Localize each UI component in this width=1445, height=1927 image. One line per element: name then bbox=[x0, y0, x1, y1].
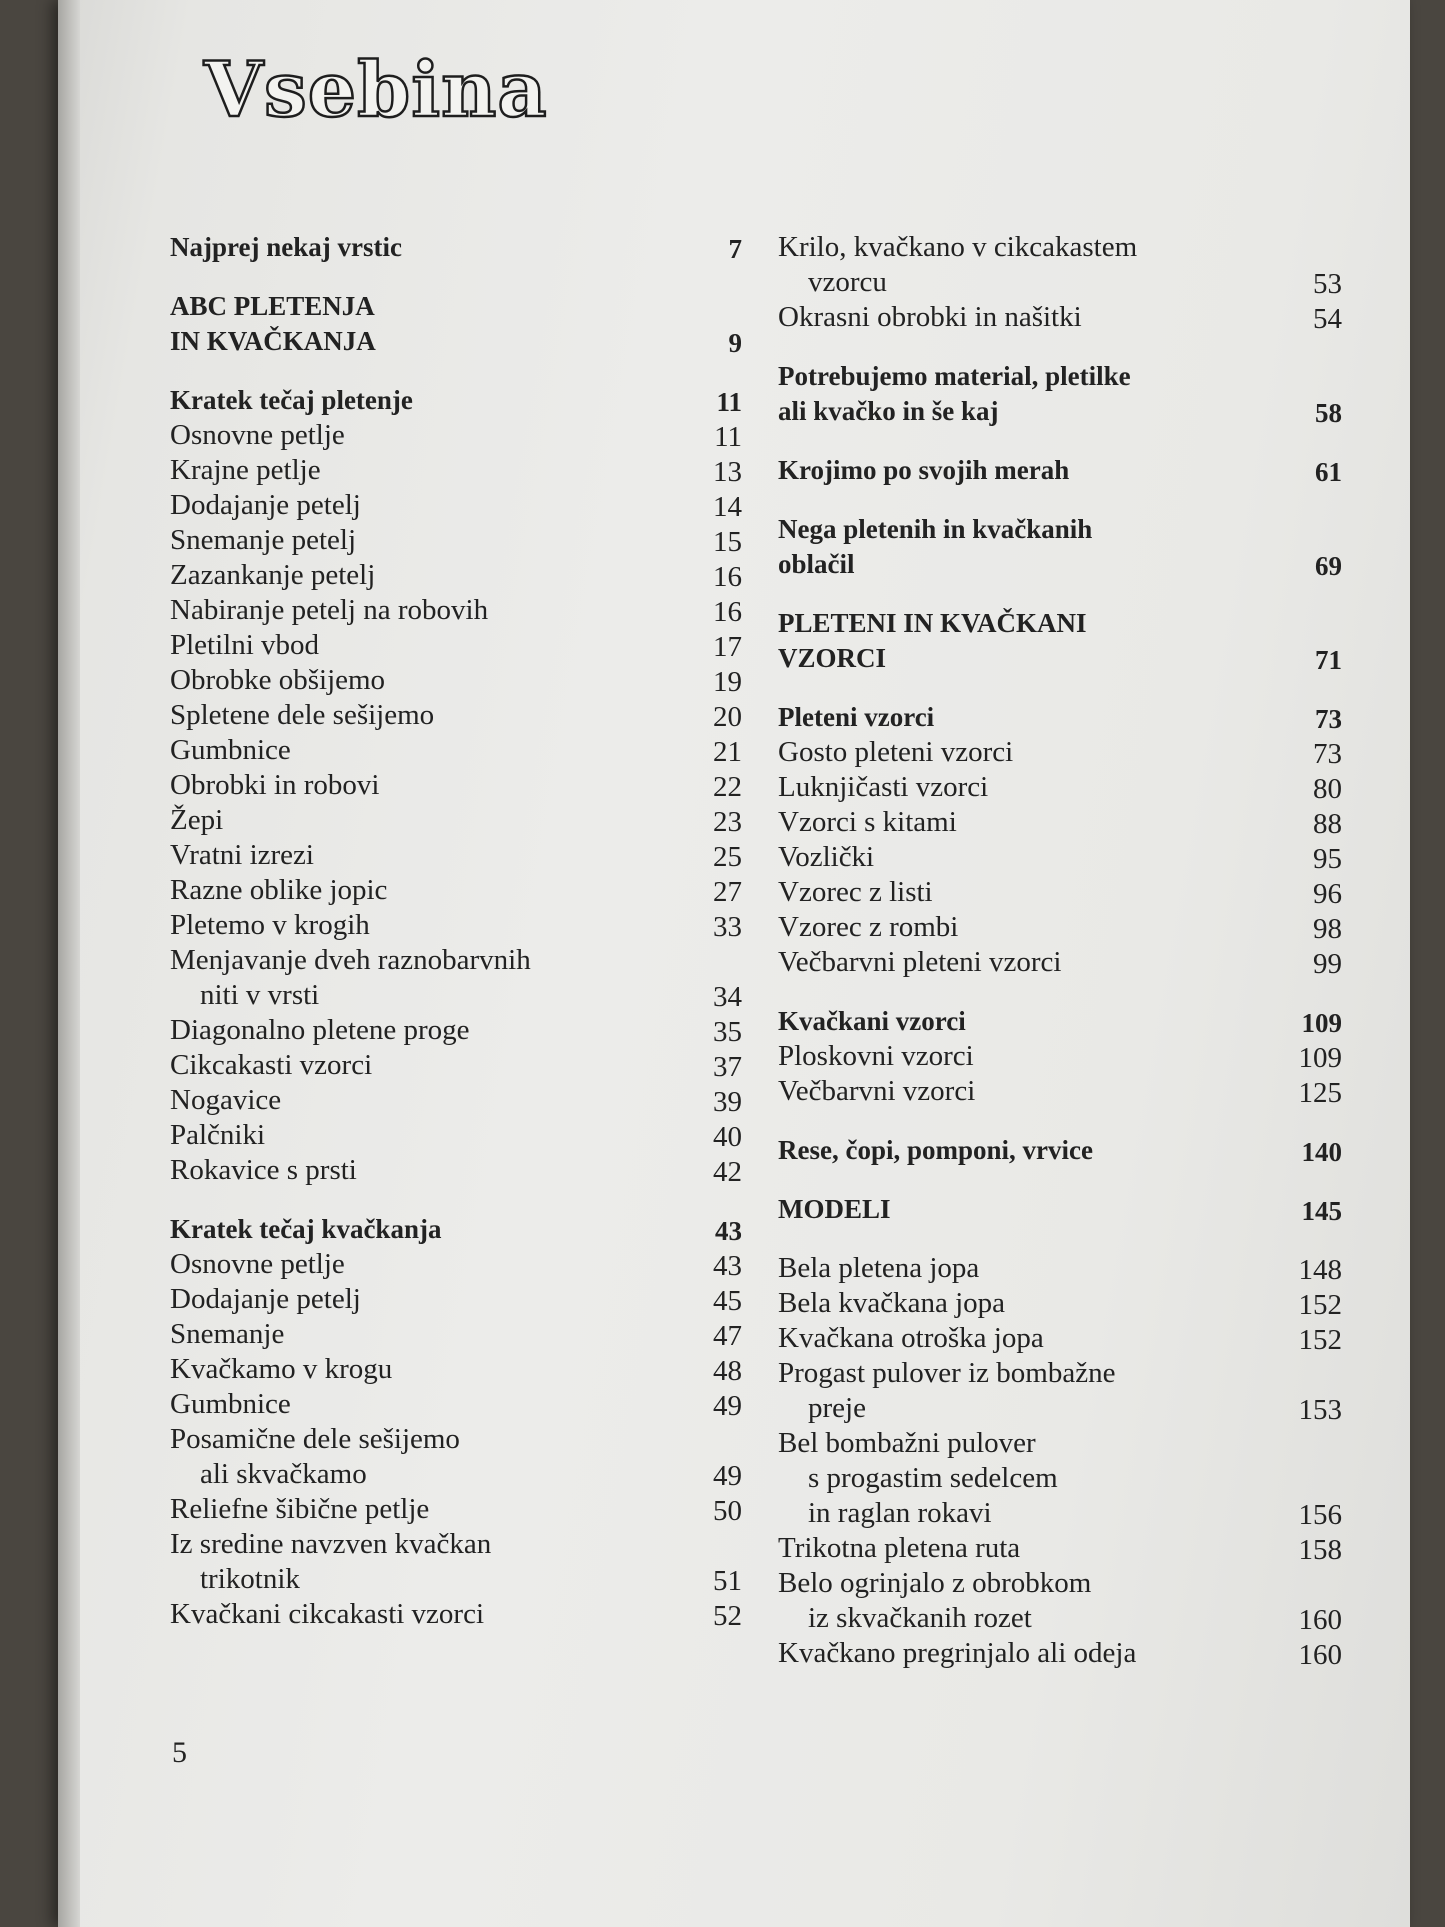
toc-entry-page: 45 bbox=[713, 1285, 742, 1317]
toc-entry bbox=[170, 1282, 742, 1317]
toc-entry-title: Nogavice bbox=[170, 1084, 282, 1116]
toc-entry bbox=[778, 875, 1342, 910]
toc-entry-title-continued: IN KVAČKANJA bbox=[170, 326, 376, 356]
toc-section-heading bbox=[778, 359, 1342, 429]
toc-entry-title-continued: s progastim sedelcem bbox=[808, 1462, 1058, 1494]
toc-entry bbox=[778, 230, 1342, 300]
toc-entry bbox=[170, 523, 742, 558]
toc-entry-title-continued: oblačil bbox=[778, 549, 855, 579]
toc-entry-page: 33 bbox=[713, 911, 742, 943]
toc-entry-title: Pleteni vzorci bbox=[778, 702, 935, 732]
toc-entry-title: Zazankanje petelj bbox=[170, 559, 376, 591]
section-gap bbox=[778, 582, 1342, 606]
toc-entry-title: Večbarvni pleteni vzorci bbox=[778, 946, 1062, 978]
toc-entry-title: Okrasni obrobki in našitki bbox=[778, 301, 1082, 333]
toc-entry-page: 148 bbox=[1298, 1254, 1342, 1286]
toc-entry bbox=[170, 1492, 742, 1527]
toc-entry-page: 35 bbox=[713, 1016, 742, 1048]
toc-entry-page: 43 bbox=[713, 1250, 742, 1282]
toc-section-heading bbox=[170, 383, 742, 418]
section-gap bbox=[170, 359, 742, 383]
toc-entry bbox=[778, 1321, 1342, 1356]
section-gap bbox=[778, 1168, 1342, 1192]
toc-entry-title: Nabiranje petelj na robovih bbox=[170, 594, 489, 626]
toc-entry-title: Dodajanje petelj bbox=[170, 1283, 361, 1315]
toc-entry bbox=[778, 770, 1342, 805]
toc-entry-title: Kratek tečaj kvačkanja bbox=[170, 1214, 442, 1244]
toc-entry bbox=[170, 1083, 742, 1118]
page-edge bbox=[58, 0, 80, 1927]
toc-entry-title: MODELI bbox=[778, 1194, 891, 1224]
toc-entry-page: 34 bbox=[713, 981, 742, 1013]
toc-entry bbox=[170, 593, 742, 628]
toc-entry-page: 22 bbox=[713, 771, 742, 803]
toc-entry-page: 95 bbox=[1313, 843, 1342, 875]
toc-entry-title: Bel bombažni pulover bbox=[778, 1427, 1036, 1459]
toc-entry-title-continued: ali kvačko in še kaj bbox=[778, 396, 999, 426]
page-number: 5 bbox=[172, 1736, 187, 1769]
toc-entry-title: Najprej nekaj vrstic bbox=[170, 232, 402, 262]
toc-entry-page: 49 bbox=[713, 1390, 742, 1422]
toc-entry-title: Reliefne šibične petlje bbox=[170, 1493, 430, 1525]
toc-entry-page: 48 bbox=[713, 1355, 742, 1387]
toc-entry-page: 27 bbox=[713, 876, 742, 908]
toc-entry-title: Kratek tečaj pletenje bbox=[170, 385, 413, 415]
toc-section-heading bbox=[778, 1192, 1342, 1227]
toc-section-heading bbox=[778, 453, 1342, 488]
toc-entry bbox=[170, 1527, 742, 1597]
toc-entry-page: 11 bbox=[714, 421, 742, 453]
toc-entry bbox=[170, 1387, 742, 1422]
toc-entry-title: Osnovne petlje bbox=[170, 1248, 345, 1280]
toc-entry bbox=[170, 663, 742, 698]
toc-entry-page: 13 bbox=[713, 456, 742, 488]
toc-section-heading bbox=[778, 606, 1342, 676]
toc-entry-title: Belo ogrinjalo z obrobkom bbox=[778, 1567, 1092, 1599]
toc-entry bbox=[170, 768, 742, 803]
toc-entry-page: 19 bbox=[713, 666, 742, 698]
toc-entry bbox=[170, 488, 742, 523]
toc-entry-page: 153 bbox=[1298, 1394, 1342, 1426]
section-gap bbox=[778, 676, 1342, 700]
toc-entry-page: 53 bbox=[1313, 268, 1342, 300]
toc-entry bbox=[778, 735, 1342, 770]
toc-entry bbox=[170, 418, 742, 453]
toc-entry bbox=[778, 1039, 1342, 1074]
page-title: Vsebina bbox=[204, 45, 548, 134]
toc-entry-title: Obrobki in robovi bbox=[170, 769, 380, 801]
toc-entry-page: 15 bbox=[713, 526, 742, 558]
toc-entry-title: Trikotna pletena ruta bbox=[778, 1532, 1021, 1564]
toc-entry-page: 42 bbox=[713, 1156, 742, 1188]
toc-section-heading bbox=[170, 230, 742, 265]
toc-entry-title: Vratni izrezi bbox=[170, 839, 314, 871]
toc-entry bbox=[170, 838, 742, 873]
toc-entry-title: Menjavanje dveh raznobarvnih bbox=[170, 944, 531, 976]
toc-entry-title: Kvačkana otroška jopa bbox=[778, 1322, 1044, 1354]
toc-entry-page: 71 bbox=[1315, 645, 1342, 675]
toc-entry-title: Obrobke obšijemo bbox=[170, 664, 386, 696]
toc-entry bbox=[170, 1153, 742, 1188]
toc-entry-title: Diagonalno pletene proge bbox=[170, 1014, 470, 1046]
toc-entry-title: Krojimo po svojih merah bbox=[778, 455, 1070, 485]
toc-entry-title: Posamične dele sešijemo bbox=[170, 1423, 460, 1455]
toc-entry bbox=[170, 1013, 742, 1048]
toc-entry bbox=[778, 1074, 1342, 1109]
section-gap bbox=[778, 980, 1342, 1004]
toc-entry-title: Kvačkani cikcakasti vzorci bbox=[170, 1598, 485, 1630]
toc-entry-title: Nega pletenih in kvačkanih bbox=[778, 514, 1093, 544]
toc-section-heading bbox=[170, 289, 742, 359]
section-gap bbox=[170, 265, 742, 289]
toc-entry-page: 17 bbox=[713, 631, 742, 663]
toc-entry-title: Razne oblike jopic bbox=[170, 874, 388, 906]
toc-entry-title: Cikcakasti vzorci bbox=[170, 1049, 373, 1081]
toc-entry bbox=[778, 910, 1342, 945]
toc-entry-title: Vzorci s kitami bbox=[778, 806, 957, 838]
toc-entry bbox=[778, 805, 1342, 840]
toc-entry-title-continued: trikotnik bbox=[200, 1563, 300, 1595]
toc-entry-page: 23 bbox=[713, 806, 742, 838]
toc-entry-title: Krilo, kvačkano v cikcakastem bbox=[778, 231, 1138, 263]
section-gap bbox=[778, 429, 1342, 453]
toc-entry bbox=[170, 908, 742, 943]
toc-entry-title-continued: iz skvačkanih rozet bbox=[808, 1602, 1032, 1634]
toc-entry-title: Pletilni vbod bbox=[170, 629, 320, 661]
toc-entry bbox=[170, 1247, 742, 1282]
toc-entry bbox=[170, 943, 742, 1013]
toc-entry-page: 51 bbox=[713, 1565, 742, 1597]
toc-entry-page: 14 bbox=[713, 491, 742, 523]
toc-entry-page: 50 bbox=[713, 1495, 742, 1527]
toc-entry-title: Bela pletena jopa bbox=[778, 1252, 980, 1284]
section-gap bbox=[778, 1227, 1342, 1251]
toc-entry-page: 80 bbox=[1313, 773, 1342, 805]
toc-entry bbox=[778, 945, 1342, 980]
toc-entry bbox=[170, 1422, 742, 1492]
toc-entry bbox=[170, 1048, 742, 1083]
book-page bbox=[58, 0, 1410, 1927]
toc-section-heading bbox=[778, 1133, 1342, 1168]
toc-entry-title-continued: in raglan rokavi bbox=[808, 1497, 992, 1529]
toc-entry-title: Palčniki bbox=[170, 1119, 266, 1151]
toc-entry-page: 98 bbox=[1313, 913, 1342, 945]
toc-entry-title: Ploskovni vzorci bbox=[778, 1040, 974, 1072]
toc-entry-title: Snemanje bbox=[170, 1318, 285, 1350]
toc-entry-page: 47 bbox=[713, 1320, 742, 1352]
toc-entry-page: 96 bbox=[1313, 878, 1342, 910]
section-gap bbox=[778, 335, 1342, 359]
toc-entry-page: 152 bbox=[1298, 1289, 1342, 1321]
toc-entry bbox=[170, 453, 742, 488]
toc-entry-title: Progast pulover iz bombažne bbox=[778, 1357, 1116, 1389]
toc-entry-page: 61 bbox=[1315, 457, 1342, 487]
toc-entry bbox=[778, 1531, 1342, 1566]
toc-entry-title: Pletemo v krogih bbox=[170, 909, 370, 941]
toc-entry bbox=[170, 1317, 742, 1352]
toc-entry-page: 40 bbox=[713, 1121, 742, 1153]
toc-entry bbox=[170, 1597, 742, 1632]
toc-right-column bbox=[778, 230, 1342, 1671]
toc-entry-page: 158 bbox=[1298, 1534, 1342, 1566]
toc-entry-page: 160 bbox=[1298, 1604, 1342, 1636]
toc-entry-title: Krajne petlje bbox=[170, 454, 321, 486]
toc-left-column bbox=[170, 230, 742, 1632]
toc-entry bbox=[170, 873, 742, 908]
toc-entry-title: Vzorec z listi bbox=[778, 876, 933, 908]
toc-entry-page: 99 bbox=[1313, 948, 1342, 980]
toc-entry-title-continued: ali skvačkamo bbox=[200, 1458, 367, 1490]
toc-entry-title: Vzorec z rombi bbox=[778, 911, 959, 943]
toc-entry bbox=[170, 733, 742, 768]
toc-entry bbox=[778, 300, 1342, 335]
toc-entry bbox=[170, 558, 742, 593]
toc-entry-page: 9 bbox=[728, 328, 742, 358]
section-gap bbox=[170, 1188, 742, 1212]
toc-entry-title: Dodajanje petelj bbox=[170, 489, 361, 521]
toc-entry-page: 20 bbox=[713, 701, 742, 733]
toc-entry-page: 37 bbox=[713, 1051, 742, 1083]
toc-entry bbox=[170, 698, 742, 733]
toc-entry-title: Vozlički bbox=[778, 841, 875, 873]
toc-entry-title: Gumbnice bbox=[170, 734, 291, 766]
toc-entry bbox=[170, 628, 742, 663]
toc-entry-title: Iz sredine navzven kvačkan bbox=[170, 1528, 492, 1560]
toc-entry-title-continued: VZORCI bbox=[778, 643, 887, 673]
toc-entry-page: 49 bbox=[713, 1460, 742, 1492]
toc-entry bbox=[778, 1426, 1342, 1531]
toc-entry-title: Večbarvni vzorci bbox=[778, 1075, 976, 1107]
toc-entry-title-continued: preje bbox=[808, 1392, 866, 1424]
toc-entry-page: 52 bbox=[713, 1600, 742, 1632]
toc-entry-title: Rokavice s prsti bbox=[170, 1154, 357, 1186]
toc-entry-title: Kvačkano pregrinjalo ali odeja bbox=[778, 1637, 1137, 1669]
toc-entry-title: Kvačkamo v krogu bbox=[170, 1353, 393, 1385]
toc-entry-title: Rese, čopi, pomponi, vrvice bbox=[778, 1135, 1093, 1165]
toc-entry-page: 145 bbox=[1301, 1196, 1342, 1226]
toc-entry-title: Gosto pleteni vzorci bbox=[778, 736, 1014, 768]
toc-entry-title: Osnovne petlje bbox=[170, 419, 345, 451]
toc-entry-page: 58 bbox=[1315, 398, 1342, 428]
toc-entry-page: 25 bbox=[713, 841, 742, 873]
toc-entry-page: 7 bbox=[728, 234, 742, 264]
toc-entry-page: 152 bbox=[1298, 1324, 1342, 1356]
toc-entry bbox=[170, 1118, 742, 1153]
toc-entry bbox=[778, 1356, 1342, 1426]
toc-entry-title: Gumbnice bbox=[170, 1388, 291, 1420]
toc-entry-page: 43 bbox=[715, 1216, 742, 1246]
toc-entry bbox=[778, 840, 1342, 875]
toc-entry-page: 11 bbox=[716, 387, 742, 417]
toc-entry bbox=[778, 1286, 1342, 1321]
toc-entry-page: 125 bbox=[1298, 1077, 1342, 1109]
toc-entry-title: ABC PLETENJA bbox=[170, 291, 375, 321]
toc-entry bbox=[778, 1566, 1342, 1636]
toc-entry bbox=[778, 1251, 1342, 1286]
toc-entry-page: 109 bbox=[1298, 1042, 1342, 1074]
toc-entry-page: 16 bbox=[713, 561, 742, 593]
toc-entry-title: Snemanje petelj bbox=[170, 524, 357, 556]
toc-entry-title: PLETENI IN KVAČKANI bbox=[778, 608, 1087, 638]
toc-entry-page: 160 bbox=[1298, 1639, 1342, 1671]
toc-section-heading bbox=[778, 1004, 1342, 1039]
toc-entry-title: Spletene dele sešijemo bbox=[170, 699, 435, 731]
toc-entry-page: 109 bbox=[1301, 1008, 1342, 1038]
toc-section-heading bbox=[170, 1212, 742, 1247]
toc-entry-page: 21 bbox=[713, 736, 742, 768]
toc-entry bbox=[170, 1352, 742, 1387]
toc-entry-page: 73 bbox=[1313, 738, 1342, 770]
toc-entry-page: 54 bbox=[1313, 303, 1342, 335]
toc-entry-title: Bela kvačkana jopa bbox=[778, 1287, 1006, 1319]
toc-entry-title: Žepi bbox=[170, 804, 224, 836]
toc-entry-title-continued: vzorcu bbox=[808, 266, 887, 298]
section-gap bbox=[778, 1109, 1342, 1133]
toc-entry bbox=[778, 1636, 1342, 1671]
toc-entry-page: 16 bbox=[713, 596, 742, 628]
toc-entry-page: 73 bbox=[1315, 704, 1342, 734]
toc-section-heading bbox=[778, 512, 1342, 582]
toc-entry-title: Potrebujemo material, pletilke bbox=[778, 361, 1131, 391]
toc-entry-title: Luknjičasti vzorci bbox=[778, 771, 989, 803]
toc-entry-title-continued: niti v vrsti bbox=[200, 979, 320, 1011]
section-gap bbox=[778, 488, 1342, 512]
toc-entry bbox=[170, 803, 742, 838]
toc-entry-page: 88 bbox=[1313, 808, 1342, 840]
toc-section-heading bbox=[778, 700, 1342, 735]
toc-entry-page: 69 bbox=[1315, 551, 1342, 581]
toc-entry-title: Kvačkani vzorci bbox=[778, 1006, 966, 1036]
toc-entry-page: 140 bbox=[1301, 1137, 1342, 1167]
toc-entry-page: 39 bbox=[713, 1086, 742, 1118]
toc-entry-page: 156 bbox=[1298, 1499, 1342, 1531]
